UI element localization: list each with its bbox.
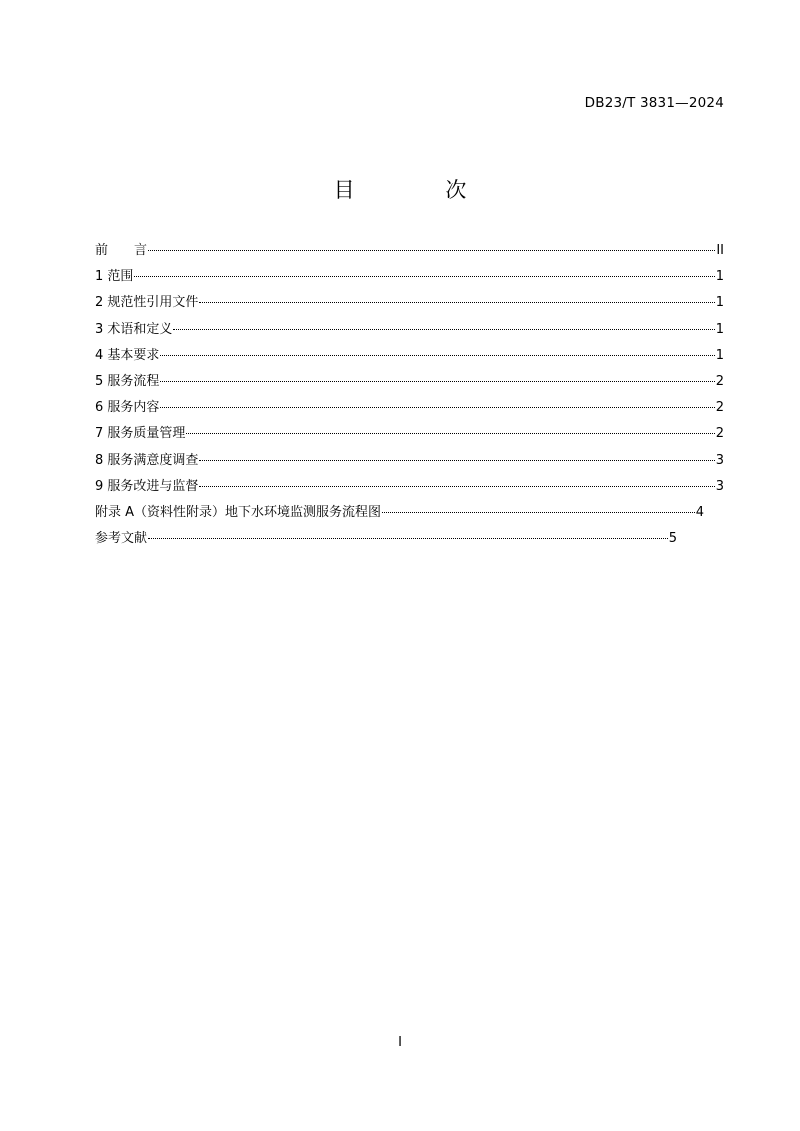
toc-entry-page: 5 xyxy=(668,531,677,547)
toc-entry-number: 6 xyxy=(95,400,108,416)
toc-entry-label: 前 言 xyxy=(95,243,148,258)
toc-leader-dots xyxy=(148,250,715,251)
toc-entry-label: 服务流程 xyxy=(107,373,160,389)
toc-entry-label: 服务质量管理 xyxy=(107,426,186,442)
toc-leader-dots xyxy=(160,407,714,408)
toc-entry-number: 8 xyxy=(95,452,108,468)
toc-entry-number: 4 xyxy=(95,347,108,363)
toc-entry-label: 基本要求 xyxy=(107,347,160,363)
toc-entry[interactable] xyxy=(95,423,724,449)
toc-entry-label: 规范性引用文件 xyxy=(107,295,199,311)
toc-entry[interactable] xyxy=(95,397,724,423)
toc-entry-page: 2 xyxy=(715,373,724,389)
toc-entry-page: 3 xyxy=(715,478,724,494)
document-code: DB23/T 3831—2024 xyxy=(584,95,724,111)
toc-entry[interactable] xyxy=(95,476,724,502)
toc-entry-page: 1 xyxy=(715,347,724,363)
toc-entry-number: 9 xyxy=(95,478,108,494)
toc-entry-page: 3 xyxy=(715,452,724,468)
toc-entry-label: 附录 A（资料性附录）地下水环境监测服务流程图 xyxy=(95,504,382,520)
toc-entry[interactable] xyxy=(95,319,724,345)
toc-leader-dots xyxy=(134,276,714,277)
toc-entry-label: 服务内容 xyxy=(107,400,160,416)
toc-leader-dots xyxy=(199,486,714,487)
toc-entry-number: 2 xyxy=(95,295,108,311)
toc-entry-label: 服务满意度调查 xyxy=(107,452,199,468)
toc-entry-number: 1 xyxy=(95,269,108,285)
page-number: I xyxy=(398,1035,402,1050)
toc-entry-page: 1 xyxy=(715,295,724,311)
toc-title: 目 次 xyxy=(333,178,509,202)
toc-entry-page: 4 xyxy=(695,504,704,520)
toc-entry[interactable] xyxy=(95,345,724,371)
toc-entry-page: 1 xyxy=(715,321,724,337)
toc-leader-dots xyxy=(382,512,695,513)
table-of-contents xyxy=(95,240,724,554)
toc-leader-dots xyxy=(160,355,714,356)
toc-entry-label: 参考文献 xyxy=(95,531,148,547)
toc-leader-dots xyxy=(199,302,714,303)
toc-leader-dots xyxy=(199,460,714,461)
toc-entry[interactable] xyxy=(95,266,724,292)
toc-leader-dots xyxy=(148,538,668,539)
toc-leader-dots xyxy=(186,433,714,434)
toc-entry[interactable] xyxy=(95,371,724,397)
toc-entry[interactable] xyxy=(95,240,724,266)
toc-entry-number: 7 xyxy=(95,426,108,442)
toc-leader-dots xyxy=(160,381,714,382)
toc-entry-label: 服务改进与监督 xyxy=(107,478,199,494)
toc-entry-page: II xyxy=(716,243,724,258)
toc-entry-label: 范围 xyxy=(107,269,134,285)
toc-entry[interactable] xyxy=(95,502,704,528)
toc-entry-label: 术语和定义 xyxy=(107,321,173,337)
toc-entry-page: 1 xyxy=(715,269,724,285)
toc-entry-number: 3 xyxy=(95,321,108,337)
toc-entry[interactable] xyxy=(95,528,677,554)
toc-entry-page: 2 xyxy=(715,426,724,442)
toc-leader-dots xyxy=(173,329,714,330)
toc-entry[interactable] xyxy=(95,450,724,476)
toc-entry-page: 2 xyxy=(715,400,724,416)
toc-entry[interactable] xyxy=(95,292,724,318)
toc-entry-number: 5 xyxy=(95,373,108,389)
